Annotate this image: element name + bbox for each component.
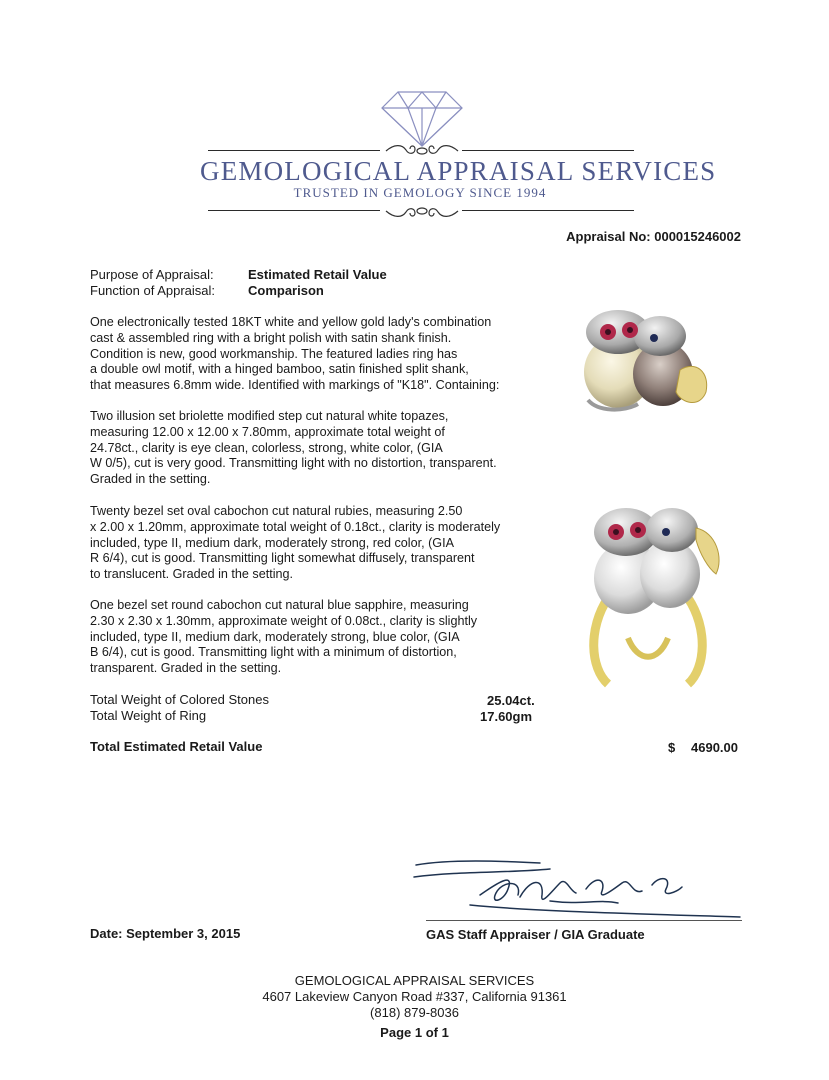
description-line: One bezel set round cabochon cut natural blue sapphire, measuring bbox=[90, 598, 469, 612]
currency-symbol: $ bbox=[668, 740, 676, 755]
total-colored-stones-label: Total Weight of Colored Stones bbox=[90, 692, 269, 707]
description-line: transparent. Graded in the setting. bbox=[90, 661, 282, 676]
description-line: Twenty bezel set oval cabochon cut natural rubies, measuring 2.50 bbox=[90, 504, 463, 518]
total-retail-value: 4690.00 bbox=[691, 740, 738, 755]
ornament-bottom-icon bbox=[384, 202, 460, 220]
appraisal-number: Appraisal No: 000015246002 bbox=[566, 229, 741, 244]
description-line: B 6/4), cut is good. Transmitting light with a minimum of distortion, bbox=[90, 645, 457, 660]
total-colored-stones-value: 25.04ct. bbox=[487, 693, 535, 708]
sapphire-description-paragraph bbox=[90, 598, 550, 677]
logo-bottom-rule-right bbox=[462, 210, 634, 211]
description-line: that measures 6.8mm wide. Identified with markings of "K18". Containing: bbox=[90, 378, 500, 393]
footer-address: 4607 Lakeview Canyon Road #337, California 91361 bbox=[262, 989, 567, 1004]
topaz-description-paragraph bbox=[90, 409, 550, 488]
logo-bottom-rule-left bbox=[208, 210, 380, 211]
ring-photo-bottom bbox=[568, 488, 733, 688]
signature-line bbox=[426, 920, 742, 921]
purpose-label: Purpose of Appraisal: bbox=[90, 267, 214, 282]
description-line: W 0/5), cut is very good. Transmitting light with no distortion, transparent. bbox=[90, 456, 497, 471]
description-line: a double owl motif, with a hinged bamboo, satin finished split shank, bbox=[90, 362, 469, 377]
ring-photo-top bbox=[568, 300, 733, 418]
description-line: Graded in the setting. bbox=[90, 472, 211, 487]
description-line: measuring 12.00 x 12.00 x 7.80mm, approximate total weight of bbox=[90, 424, 445, 439]
logo-top-rule-right bbox=[462, 150, 634, 151]
description-line: to translucent. Graded in the setting. bbox=[90, 567, 294, 582]
logo-top-rule-left bbox=[208, 150, 380, 151]
appraiser-signature bbox=[410, 855, 750, 925]
ruby-description-paragraph bbox=[90, 504, 550, 583]
item-description-paragraph bbox=[90, 315, 550, 394]
description-line: included, type II, medium dark, moderately strong, blue color, (GIA bbox=[90, 629, 460, 644]
description-line: 2.30 x 2.30 x 1.30mm, approximate weight of 0.08ct., clarity is slightly bbox=[90, 613, 478, 628]
total-retail-value-label: Total Estimated Retail Value bbox=[90, 739, 263, 754]
page-number: Page 1 of 1 bbox=[380, 1025, 449, 1040]
total-ring-weight-value: 17.60gm bbox=[480, 709, 533, 724]
description-line: Two illusion set briolette modified step cut natural white topazes, bbox=[90, 409, 449, 423]
footer-phone: (818) 879-8036 bbox=[370, 1005, 459, 1020]
description-line: 24.78ct., clarity is eye clean, colorless, strong, white color, (GIA bbox=[90, 440, 443, 455]
description-line: R 6/4), cut is good. Transmitting light somewhat diffusely, transparent bbox=[90, 551, 475, 566]
appraiser-caption: GAS Staff Appraiser / GIA Graduate bbox=[426, 927, 645, 942]
company-logo-title: GEMOLOGICAL APPRAISAL SERVICES bbox=[200, 156, 717, 186]
function-label: Function of Appraisal: bbox=[90, 283, 216, 298]
diamond-logo-icon bbox=[380, 88, 464, 148]
function-value: Comparison bbox=[248, 283, 324, 298]
company-tagline: TRUSTED IN GEMOLOGY SINCE 1994 bbox=[293, 185, 547, 200]
description-line: included, type II, medium dark, moderately strong, red color, (GIA bbox=[90, 535, 454, 550]
description-line: Condition is new, good workmanship. The featured ladies ring has bbox=[90, 346, 458, 361]
total-ring-weight-label: Total Weight of Ring bbox=[90, 708, 207, 723]
appraisal-date: Date: September 3, 2015 bbox=[90, 926, 241, 941]
description-line: x 2.00 x 1.20mm, approximate total weight of 0.18ct., clarity is moderately bbox=[90, 519, 501, 534]
footer-company: GEMOLOGICAL APPRAISAL SERVICES bbox=[294, 973, 535, 988]
purpose-value: Estimated Retail Value bbox=[248, 267, 387, 282]
description-line: cast & assembled ring with a bright polish with satin shank finish. bbox=[90, 330, 452, 345]
description-line: One electronically tested 18KT white and yellow gold lady's combination bbox=[90, 315, 492, 329]
